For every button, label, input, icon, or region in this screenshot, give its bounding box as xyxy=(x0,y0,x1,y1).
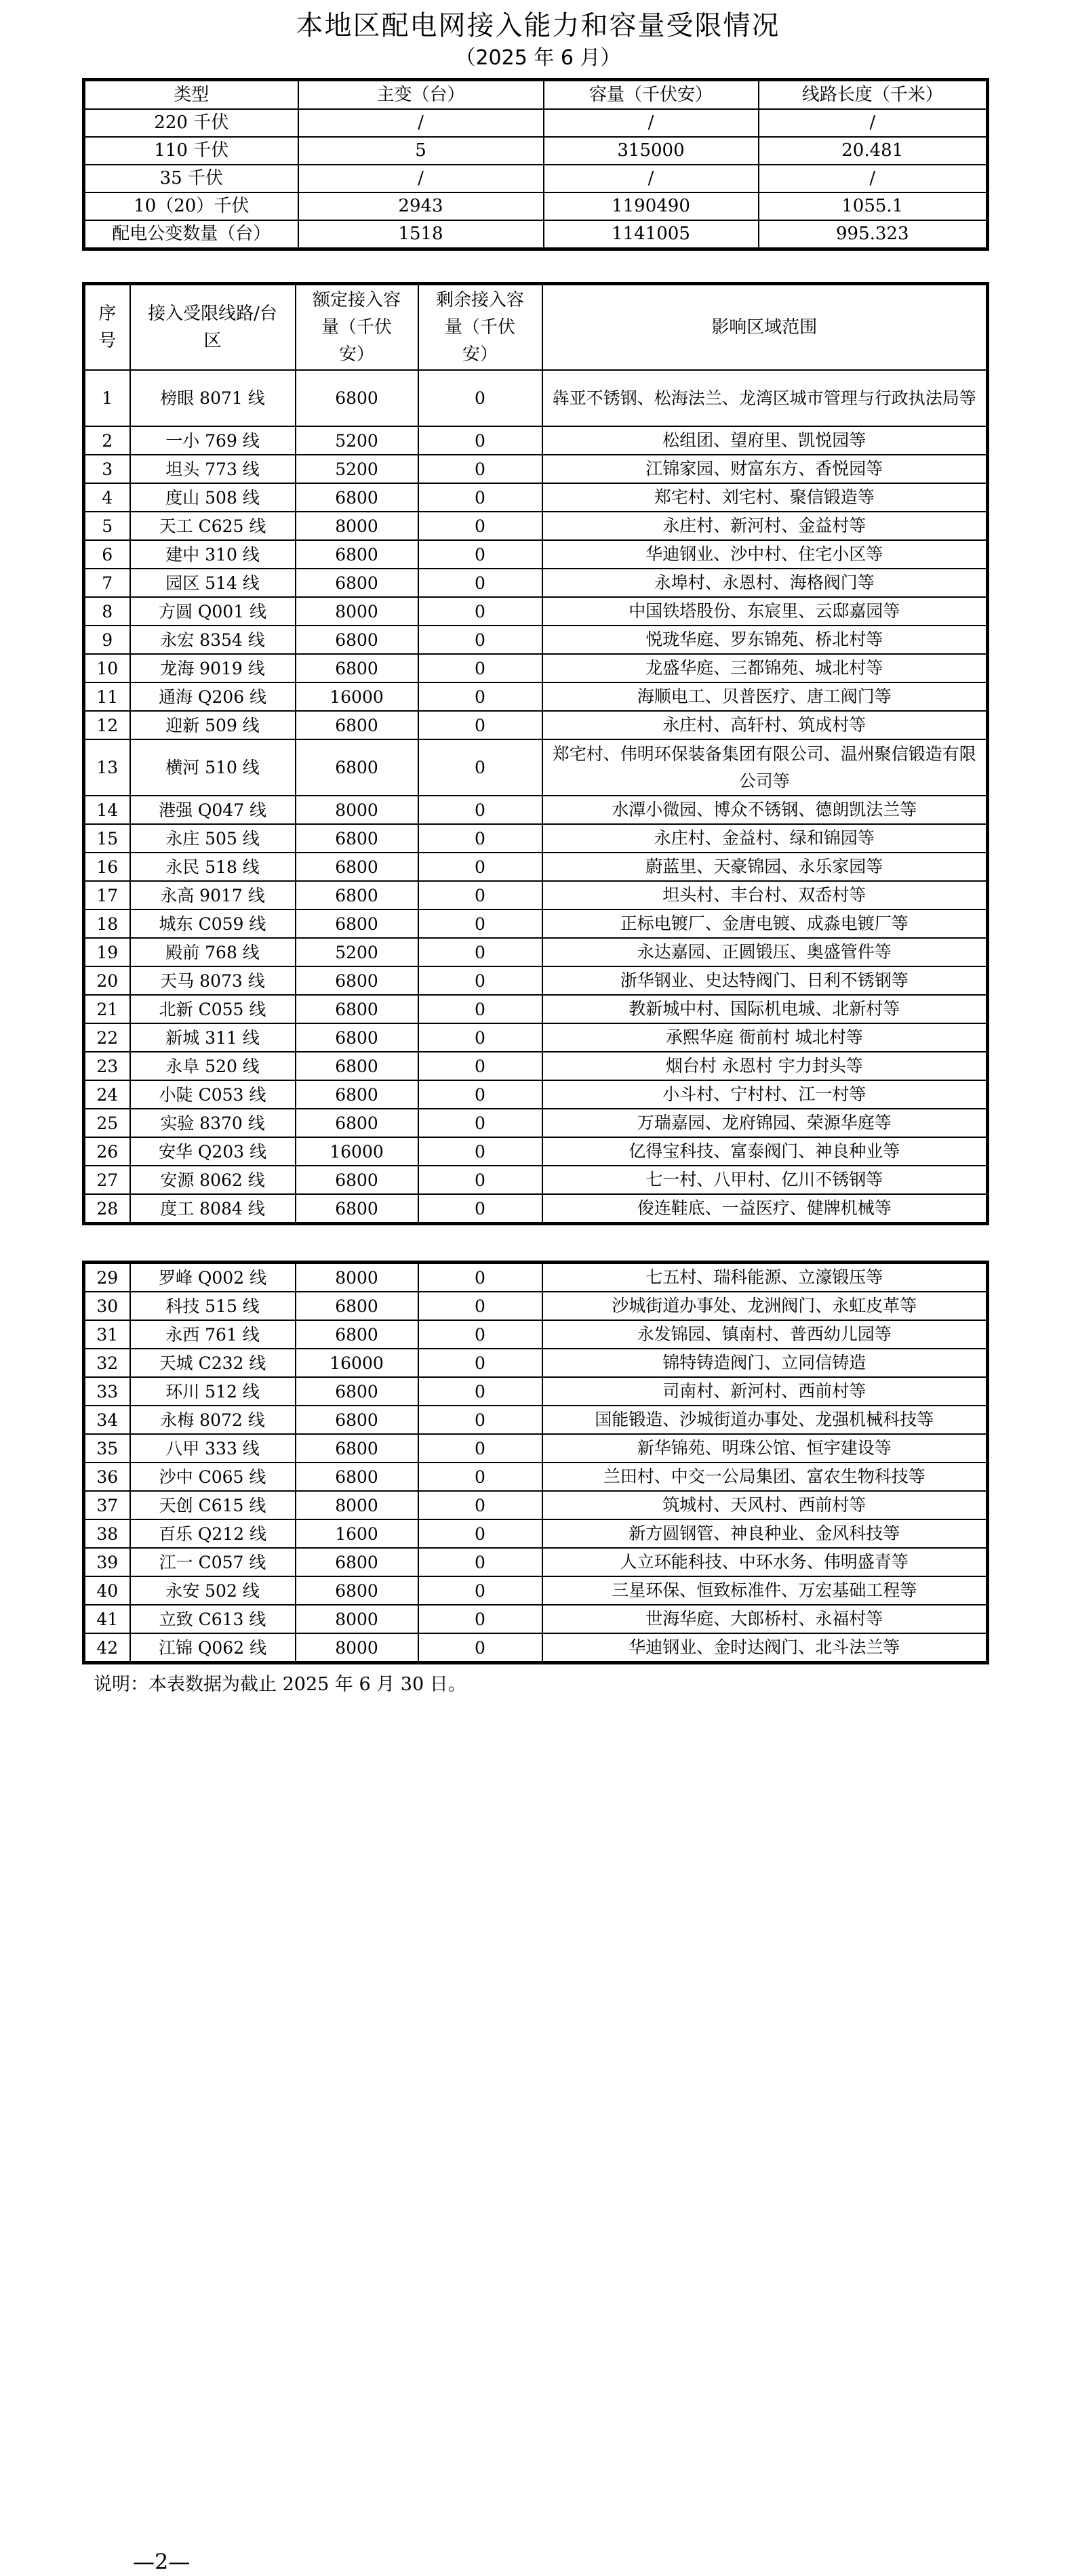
cell-area: 小斗村、宁村村、江一村等 xyxy=(542,1080,988,1109)
table-row xyxy=(84,824,988,853)
limit-table-body-1 xyxy=(84,370,988,1224)
cell-rated: 8000 xyxy=(296,597,418,626)
cell-line: 新城 311 线 xyxy=(130,1023,296,1052)
cell-rated: 8000 xyxy=(296,1605,418,1633)
cell-line: 通海 Q206 线 xyxy=(130,682,296,711)
cell-rated: 6800 xyxy=(296,853,418,881)
limit-table-body-2 xyxy=(84,1263,988,1663)
cell-remaining: 0 xyxy=(418,1406,542,1434)
cell-remaining: 0 xyxy=(418,426,542,455)
table-row xyxy=(84,1052,988,1080)
cell-remaining: 0 xyxy=(418,1491,542,1519)
table-row xyxy=(84,1109,988,1137)
cell-no: 17 xyxy=(84,881,130,909)
cell-line: 百乐 Q212 线 xyxy=(130,1519,296,1548)
cell-rated: 8000 xyxy=(296,1633,418,1663)
cell-line: 科技 515 线 xyxy=(130,1292,296,1320)
cell-rated: 6800 xyxy=(296,1052,418,1080)
cell-line: 方圆 Q001 线 xyxy=(130,597,296,626)
cell-remaining: 0 xyxy=(418,569,542,597)
cell-no: 21 xyxy=(84,995,130,1023)
cell-remaining: 0 xyxy=(418,1434,542,1463)
cell-remaining: 0 xyxy=(418,512,542,540)
cell-line: 永梅 8072 线 xyxy=(130,1406,296,1434)
col-header-area: 影响区域范围 xyxy=(542,284,988,371)
summary-cell-transformers: / xyxy=(298,109,544,137)
table-row xyxy=(84,1576,988,1605)
cell-area: 俊连鞋底、一益医疗、健牌机械等 xyxy=(542,1194,988,1224)
cell-line: 实验 8370 线 xyxy=(130,1109,296,1137)
cell-line: 安源 8062 线 xyxy=(130,1166,296,1194)
cell-line: 度工 8084 线 xyxy=(130,1194,296,1224)
cell-line: 建中 310 线 xyxy=(130,540,296,569)
cell-no: 37 xyxy=(84,1491,130,1519)
cell-rated: 6800 xyxy=(296,824,418,853)
cell-rated: 6800 xyxy=(296,739,418,796)
cell-area: 水潭小微园、博众不锈钢、德朗凯法兰等 xyxy=(542,796,988,824)
summary-cell-transformers: / xyxy=(298,165,544,192)
summary-cell-capacity: 315000 xyxy=(544,137,759,165)
cell-area: 松组团、望府里、凯悦园等 xyxy=(542,426,988,455)
cell-rated: 6800 xyxy=(296,909,418,938)
cell-remaining: 0 xyxy=(418,909,542,938)
cell-no: 35 xyxy=(84,1434,130,1463)
summary-cell-length: 1055.1 xyxy=(759,192,988,220)
table-row xyxy=(84,796,988,824)
cell-line: 迎新 509 线 xyxy=(130,711,296,739)
summary-row xyxy=(84,220,988,249)
summary-cell-capacity: 1141005 xyxy=(544,220,759,249)
col-header-transformers: 主变（台） xyxy=(298,80,544,110)
table-row xyxy=(84,966,988,995)
limit-table-part-1 xyxy=(82,282,989,1225)
cell-line: 天马 8073 线 xyxy=(130,966,296,995)
cell-area: 承熙华庭 衙前村 城北村等 xyxy=(542,1023,988,1052)
cell-no: 19 xyxy=(84,938,130,966)
cell-rated: 6800 xyxy=(296,654,418,682)
cell-rated: 6800 xyxy=(296,1320,418,1349)
summary-cell-type: 110 千伏 xyxy=(84,137,298,165)
cell-no: 36 xyxy=(84,1463,130,1491)
cell-rated: 6800 xyxy=(296,711,418,739)
cell-no: 11 xyxy=(84,682,130,711)
cell-line: 坦头 773 线 xyxy=(130,455,296,483)
cell-remaining: 0 xyxy=(418,455,542,483)
table-row xyxy=(84,597,988,626)
cell-remaining: 0 xyxy=(418,1320,542,1349)
table-row xyxy=(84,370,988,426)
cell-no: 8 xyxy=(84,597,130,626)
cell-area: 万瑞嘉园、龙府锦园、荣源华庭等 xyxy=(542,1109,988,1137)
cell-area: 中国铁塔股份、东宸里、云邸嘉园等 xyxy=(542,597,988,626)
cell-line: 一小 769 线 xyxy=(130,426,296,455)
summary-cell-transformers: 1518 xyxy=(298,220,544,249)
cell-remaining: 0 xyxy=(418,483,542,512)
cell-area: 亿得宝科技、富泰阀门、神良种业等 xyxy=(542,1137,988,1166)
cell-no: 41 xyxy=(84,1605,130,1633)
page-title xyxy=(0,9,1076,42)
cell-area: 蔚蓝里、天豪锦园、永乐家园等 xyxy=(542,853,988,881)
cell-remaining: 0 xyxy=(418,824,542,853)
table-row xyxy=(84,1633,988,1663)
table-row xyxy=(84,1434,988,1463)
cell-rated: 1600 xyxy=(296,1519,418,1548)
cell-area: 筑城村、天风村、西前村等 xyxy=(542,1491,988,1519)
table-row xyxy=(84,1406,988,1434)
cell-remaining: 0 xyxy=(418,796,542,824)
cell-area: 正标电镀厂、金唐电镀、成淼电镀厂等 xyxy=(542,909,988,938)
summary-header-row xyxy=(84,80,988,110)
cell-line: 度山 508 线 xyxy=(130,483,296,512)
cell-rated: 6800 xyxy=(296,1109,418,1137)
cell-line: 天工 C625 线 xyxy=(130,512,296,540)
cell-no: 27 xyxy=(84,1166,130,1194)
cell-remaining: 0 xyxy=(418,739,542,796)
cell-area: 烟台村 永恩村 宇力封头等 xyxy=(542,1052,988,1080)
table-note: 说明：本表数据为截止 2025 年 6 月 30 日。 xyxy=(94,1674,466,1695)
cell-remaining: 0 xyxy=(418,682,542,711)
cell-area: 郑宅村、伟明环保装备集团有限公司、温州聚信锻造有限公司等 xyxy=(542,739,988,796)
table-row xyxy=(84,1194,988,1224)
cell-no: 22 xyxy=(84,1023,130,1052)
cell-remaining: 0 xyxy=(418,1109,542,1137)
table-row xyxy=(84,455,988,483)
cell-remaining: 0 xyxy=(418,1080,542,1109)
table-row xyxy=(84,1548,988,1576)
page-title-text: 本地区配电网接入能力和容量受限情况 xyxy=(296,10,780,41)
cell-remaining: 0 xyxy=(418,1263,542,1292)
cell-line: 北新 C055 线 xyxy=(130,995,296,1023)
cell-line: 永安 502 线 xyxy=(130,1576,296,1605)
table-row xyxy=(84,1023,988,1052)
cell-no: 28 xyxy=(84,1194,130,1224)
table-row xyxy=(84,1519,988,1548)
table-row xyxy=(84,540,988,569)
cell-rated: 6800 xyxy=(296,1576,418,1605)
table-row xyxy=(84,569,988,597)
summary-cell-transformers: 2943 xyxy=(298,192,544,220)
summary-cell-type: 配电公变数量（台） xyxy=(84,220,298,249)
cell-no: 23 xyxy=(84,1052,130,1080)
cell-remaining: 0 xyxy=(418,881,542,909)
cell-rated: 6800 xyxy=(296,1194,418,1224)
cell-area: 七一村、八甲村、亿川不锈钢等 xyxy=(542,1166,988,1194)
cell-rated: 6800 xyxy=(296,1080,418,1109)
cell-line: 园区 514 线 xyxy=(130,569,296,597)
cell-rated: 8000 xyxy=(296,1263,418,1292)
cell-no: 14 xyxy=(84,796,130,824)
cell-no: 5 xyxy=(84,512,130,540)
cell-no: 24 xyxy=(84,1080,130,1109)
cell-line: 城东 C059 线 xyxy=(130,909,296,938)
cell-line: 港强 Q047 线 xyxy=(130,796,296,824)
cell-area: 悦珑华庭、罗东锦苑、桥北村等 xyxy=(542,626,988,654)
cell-remaining: 0 xyxy=(418,1137,542,1166)
cell-remaining: 0 xyxy=(418,1463,542,1491)
cell-area: 国能锻造、沙城街道办事处、龙强机械科技等 xyxy=(542,1406,988,1434)
cell-remaining: 0 xyxy=(418,540,542,569)
page-number: —2— xyxy=(133,2549,191,2575)
cell-line: 永高 9017 线 xyxy=(130,881,296,909)
cell-no: 4 xyxy=(84,483,130,512)
cell-rated: 6800 xyxy=(296,1377,418,1406)
cell-rated: 6800 xyxy=(296,1434,418,1463)
cell-area: 海顺电工、贝普医疗、唐工阀门等 xyxy=(542,682,988,711)
summary-cell-transformers: 5 xyxy=(298,137,544,165)
cell-rated: 5200 xyxy=(296,938,418,966)
cell-no: 39 xyxy=(84,1548,130,1576)
cell-area: 三星环保、恒致标准件、万宏基础工程等 xyxy=(542,1576,988,1605)
summary-cell-length: 995.323 xyxy=(759,220,988,249)
summary-row xyxy=(84,109,988,137)
limit-header-row xyxy=(84,284,988,371)
cell-remaining: 0 xyxy=(418,370,542,426)
cell-area: 司南村、新河村、西前村等 xyxy=(542,1377,988,1406)
cell-no: 7 xyxy=(84,569,130,597)
cell-rated: 6800 xyxy=(296,1292,418,1320)
cell-line: 殿前 768 线 xyxy=(130,938,296,966)
cell-remaining: 0 xyxy=(418,626,542,654)
table-row xyxy=(84,853,988,881)
cell-remaining: 0 xyxy=(418,711,542,739)
table-row xyxy=(84,1377,988,1406)
cell-no: 38 xyxy=(84,1519,130,1548)
cell-no: 18 xyxy=(84,909,130,938)
cell-line: 天城 C232 线 xyxy=(130,1349,296,1377)
table-row xyxy=(84,711,988,739)
cell-no: 6 xyxy=(84,540,130,569)
cell-line: 沙中 C065 线 xyxy=(130,1463,296,1491)
cell-line: 安华 Q203 线 xyxy=(130,1137,296,1166)
table-row xyxy=(84,1263,988,1292)
cell-rated: 16000 xyxy=(296,1349,418,1377)
cell-area: 教新城中村、国际机电城、北新村等 xyxy=(542,995,988,1023)
cell-remaining: 0 xyxy=(418,597,542,626)
col-header-length: 线路长度（千米） xyxy=(759,80,988,110)
cell-line: 立致 C613 线 xyxy=(130,1605,296,1633)
cell-area: 世海华庭、大郎桥村、永福村等 xyxy=(542,1605,988,1633)
summary-cell-length: / xyxy=(759,165,988,192)
table-row xyxy=(84,1491,988,1519)
cell-no: 3 xyxy=(84,455,130,483)
cell-no: 31 xyxy=(84,1320,130,1349)
cell-area: 龙盛华庭、三都锦苑、城北村等 xyxy=(542,654,988,682)
cell-line: 小陡 C053 线 xyxy=(130,1080,296,1109)
cell-area: 新方圆钢管、神良种业、金风科技等 xyxy=(542,1519,988,1548)
table-row xyxy=(84,881,988,909)
cell-line: 江一 C057 线 xyxy=(130,1548,296,1576)
cell-rated: 5200 xyxy=(296,455,418,483)
cell-no: 15 xyxy=(84,824,130,853)
cell-rated: 6800 xyxy=(296,1023,418,1052)
cell-area: 人立环能科技、中环水务、伟明盛青等 xyxy=(542,1548,988,1576)
cell-remaining: 0 xyxy=(418,1292,542,1320)
col-header-line: 接入受限线路/台区 xyxy=(130,284,296,371)
cell-remaining: 0 xyxy=(418,1194,542,1224)
cell-line: 罗峰 Q002 线 xyxy=(130,1263,296,1292)
table-row xyxy=(84,1080,988,1109)
table-row xyxy=(84,938,988,966)
cell-line: 天创 C615 线 xyxy=(130,1491,296,1519)
cell-no: 34 xyxy=(84,1406,130,1434)
summary-cell-length: 20.481 xyxy=(759,137,988,165)
col-header-no: 序号 xyxy=(84,284,130,371)
cell-line: 榜眼 8071 线 xyxy=(130,370,296,426)
table-row xyxy=(84,626,988,654)
summary-cell-capacity: / xyxy=(544,165,759,192)
summary-cell-type: 220 千伏 xyxy=(84,109,298,137)
cell-no: 1 xyxy=(84,370,130,426)
summary-cell-type: 35 千伏 xyxy=(84,165,298,192)
table-row xyxy=(84,1292,988,1320)
summary-table xyxy=(82,78,989,251)
cell-line: 永西 761 线 xyxy=(130,1320,296,1349)
cell-area: 兰田村、中交一公局集团、富农生物科技等 xyxy=(542,1463,988,1491)
table-row xyxy=(84,995,988,1023)
cell-rated: 6800 xyxy=(296,1548,418,1576)
cell-line: 永民 518 线 xyxy=(130,853,296,881)
cell-line: 永庄 505 线 xyxy=(130,824,296,853)
table-row xyxy=(84,1605,988,1633)
cell-no: 30 xyxy=(84,1292,130,1320)
cell-area: 锦特铸造阀门、立同信铸造 xyxy=(542,1349,988,1377)
summary-cell-type: 10（20）千伏 xyxy=(84,192,298,220)
cell-no: 9 xyxy=(84,626,130,654)
table-row xyxy=(84,1463,988,1491)
cell-remaining: 0 xyxy=(418,938,542,966)
cell-area: 新华锦苑、明珠公馆、恒宇建设等 xyxy=(542,1434,988,1463)
cell-area: 犇亚不锈钢、松海法兰、龙湾区城市管理与行政执法局等 xyxy=(542,370,988,426)
summary-cell-capacity: / xyxy=(544,109,759,137)
cell-remaining: 0 xyxy=(418,853,542,881)
cell-area: 永庄村、高轩村、筑成村等 xyxy=(542,711,988,739)
cell-rated: 6800 xyxy=(296,626,418,654)
cell-line: 八甲 333 线 xyxy=(130,1434,296,1463)
cell-rated: 6800 xyxy=(296,1406,418,1434)
cell-rated: 6800 xyxy=(296,569,418,597)
cell-no: 26 xyxy=(84,1137,130,1166)
table-row xyxy=(84,1166,988,1194)
cell-remaining: 0 xyxy=(418,1377,542,1406)
cell-remaining: 0 xyxy=(418,995,542,1023)
cell-rated: 8000 xyxy=(296,512,418,540)
cell-no: 32 xyxy=(84,1349,130,1377)
summary-row xyxy=(84,165,988,192)
cell-no: 40 xyxy=(84,1576,130,1605)
col-header-capacity: 容量（千伏安） xyxy=(544,80,759,110)
col-header-remaining: 剩余接入容量（千伏安） xyxy=(418,284,542,371)
cell-rated: 16000 xyxy=(296,682,418,711)
cell-rated: 6800 xyxy=(296,995,418,1023)
cell-remaining: 0 xyxy=(418,1052,542,1080)
cell-area: 浙华钢业、史达特阀门、日利不锈钢等 xyxy=(542,966,988,995)
cell-rated: 6800 xyxy=(296,540,418,569)
table-row xyxy=(84,1320,988,1349)
cell-no: 16 xyxy=(84,853,130,881)
cell-rated: 6800 xyxy=(296,1463,418,1491)
cell-remaining: 0 xyxy=(418,1548,542,1576)
cell-remaining: 0 xyxy=(418,1166,542,1194)
table-row xyxy=(84,909,988,938)
summary-cell-length: / xyxy=(759,109,988,137)
col-header-type: 类型 xyxy=(84,80,298,110)
cell-rated: 6800 xyxy=(296,966,418,995)
cell-area: 永达嘉园、正圆锻压、奥盛管件等 xyxy=(542,938,988,966)
table-row xyxy=(84,1349,988,1377)
cell-line: 江锦 Q062 线 xyxy=(130,1633,296,1663)
cell-remaining: 0 xyxy=(418,1576,542,1605)
cell-area: 沙城街道办事处、龙洲阀门、永虹皮革等 xyxy=(542,1292,988,1320)
cell-remaining: 0 xyxy=(418,966,542,995)
cell-line: 龙海 9019 线 xyxy=(130,654,296,682)
cell-line: 永阜 520 线 xyxy=(130,1052,296,1080)
cell-no: 33 xyxy=(84,1377,130,1406)
cell-remaining: 0 xyxy=(418,654,542,682)
cell-rated: 8000 xyxy=(296,1491,418,1519)
cell-no: 12 xyxy=(84,711,130,739)
cell-rated: 6800 xyxy=(296,1166,418,1194)
summary-row xyxy=(84,137,988,165)
cell-rated: 6800 xyxy=(296,483,418,512)
cell-area: 永庄村、新河村、金益村等 xyxy=(542,512,988,540)
cell-no: 10 xyxy=(84,654,130,682)
cell-line: 永宏 8354 线 xyxy=(130,626,296,654)
cell-area: 江锦家园、财富东方、香悦园等 xyxy=(542,455,988,483)
cell-no: 13 xyxy=(84,739,130,796)
cell-rated: 6800 xyxy=(296,881,418,909)
limit-table-part-2 xyxy=(82,1261,989,1664)
cell-rated: 5200 xyxy=(296,426,418,455)
table-row xyxy=(84,426,988,455)
cell-area: 郑宅村、刘宅村、聚信锻造等 xyxy=(542,483,988,512)
cell-rated: 16000 xyxy=(296,1137,418,1166)
cell-line: 环川 512 线 xyxy=(130,1377,296,1406)
summary-cell-capacity: 1190490 xyxy=(544,192,759,220)
table-row xyxy=(84,682,988,711)
col-header-rated: 额定接入容量（千伏安） xyxy=(296,284,418,371)
cell-line: 横河 510 线 xyxy=(130,739,296,796)
cell-remaining: 0 xyxy=(418,1349,542,1377)
cell-area: 永庄村、金益村、绿和锦园等 xyxy=(542,824,988,853)
table-row xyxy=(84,739,988,796)
table-row xyxy=(84,1137,988,1166)
cell-rated: 6800 xyxy=(296,370,418,426)
table-row xyxy=(84,483,988,512)
cell-no: 20 xyxy=(84,966,130,995)
cell-remaining: 0 xyxy=(418,1023,542,1052)
cell-remaining: 0 xyxy=(418,1605,542,1633)
cell-remaining: 0 xyxy=(418,1633,542,1663)
cell-no: 42 xyxy=(84,1633,130,1663)
cell-area: 坦头村、丰台村、双岙村等 xyxy=(542,881,988,909)
summary-row xyxy=(84,192,988,220)
cell-area: 永埠村、永恩村、海格阀门等 xyxy=(542,569,988,597)
cell-rated: 8000 xyxy=(296,796,418,824)
cell-area: 华迪钢业、沙中村、住宅小区等 xyxy=(542,540,988,569)
cell-area: 永发锦园、镇南村、普西幼儿园等 xyxy=(542,1320,988,1349)
cell-area: 华迪钢业、金时达阀门、北斗法兰等 xyxy=(542,1633,988,1663)
summary-table-body xyxy=(84,109,988,249)
cell-area: 七五村、瑞科能源、立濠锻压等 xyxy=(542,1263,988,1292)
cell-no: 25 xyxy=(84,1109,130,1137)
table-row xyxy=(84,654,988,682)
page-subtitle: （2025 年 6 月） xyxy=(455,46,621,70)
table-row xyxy=(84,512,988,540)
cell-remaining: 0 xyxy=(418,1519,542,1548)
cell-no: 29 xyxy=(84,1263,130,1292)
cell-no: 2 xyxy=(84,426,130,455)
